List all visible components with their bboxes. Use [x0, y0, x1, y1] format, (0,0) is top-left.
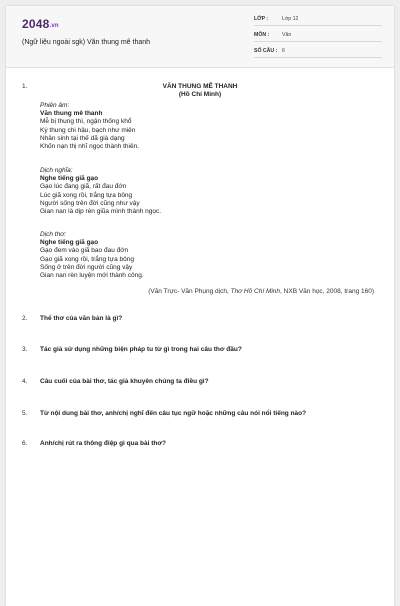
poem-line: Gạo lúc đang giã, rất đau đớn	[40, 183, 127, 191]
meta-count-key: SỐ CÂU :	[254, 48, 278, 54]
logo-text: 2048	[22, 17, 50, 31]
section-label: Phiên âm:	[40, 102, 70, 109]
question-text: Từ nội dung bài thơ, anh/chị nghĩ đến câu tục ngữ hoặc những câu nói nổi tiếng nào?	[40, 410, 307, 417]
section-dich-tho	[40, 231, 144, 280]
question-number: 6.	[22, 440, 28, 447]
poem-line: Ký thung chi hậu, bạch như miên	[40, 126, 136, 134]
poem-line: Gạo đem vào giã bao đau đớn	[40, 247, 129, 255]
poem-line: Lúc giã xong rồi, trắng tựa bông	[40, 191, 133, 199]
meta-count-value: 6	[282, 48, 285, 54]
question-number: 3.	[22, 346, 28, 353]
worksheet-content	[6, 6, 394, 606]
section-phien-am	[40, 102, 139, 151]
meta-subject-key: MÔN :	[254, 32, 270, 38]
poem-author: (Hồ Chí Minh)	[178, 91, 222, 98]
section-subtitle: Nghe tiếng giã gạo	[40, 239, 99, 247]
question-number: 2.	[22, 315, 28, 322]
question-text: Thể thơ của văn bản là gì?	[40, 315, 123, 322]
poem-line: Mễ bị thung thì, ngận thống khổ	[40, 118, 132, 126]
poem-line: Nhân sinh tại thế dã giá dạng	[40, 134, 125, 142]
question-number: 4.	[22, 378, 28, 385]
poem-line: Gian nan rèn luyện mới thành công.	[40, 272, 144, 280]
meta-class-key: LỚP :	[254, 16, 269, 22]
question-number: 5.	[22, 410, 28, 417]
meta-class-value: Lớp 12	[282, 16, 299, 22]
poem-line: Người sống trên đời cũng như vậy	[40, 199, 140, 207]
question-text: Câu cuối của bài thơ, tác giả khuyên chúng ta điều gì?	[40, 378, 209, 385]
reading-number: 1.	[22, 83, 28, 90]
poem-title: VĂN THUNG MÊ THANH	[162, 83, 238, 90]
source-prefix: (Văn Trực- Văn Phụng dịch,	[148, 288, 231, 295]
section-subtitle: Nghe tiếng giã gạo	[40, 175, 99, 183]
poem-line: Khốn nạn thị nhĩ ngọc thành thiên.	[40, 143, 140, 151]
document-title: (Ngữ liệu ngoài sgk) Văn thung mê thanh	[22, 39, 151, 46]
source-citation	[148, 288, 374, 295]
poem-line: Gian nan là dịp rèn giũa mình thành ngọc.	[40, 208, 162, 216]
poem-line: Sống ở trên đời người cũng vậy	[40, 263, 133, 271]
section-dich-nghia	[40, 167, 161, 216]
meta-subject-value: Văn	[282, 32, 292, 38]
source-book: Thơ Hồ Chí Minh	[230, 288, 281, 295]
question-text: Tác giả sử dụng những biện pháp tu từ gì trong hai câu thơ đầu?	[40, 346, 242, 353]
section-subtitle: Văn thung mê thanh	[40, 110, 103, 118]
source-suffix: , NXB Văn học, 2008, trang 160)	[280, 288, 374, 295]
poem-line: Gạo giã xong rồi, trắng tựa bông	[40, 255, 134, 263]
worksheet-page	[6, 6, 394, 606]
logo-suffix: .vn	[49, 23, 59, 29]
section-label: Dịch thơ:	[40, 231, 66, 238]
section-label: Dịch nghĩa:	[40, 167, 73, 174]
question-text: Anh/chị rút ra thông điệp gì qua bài thơ?	[40, 440, 166, 447]
